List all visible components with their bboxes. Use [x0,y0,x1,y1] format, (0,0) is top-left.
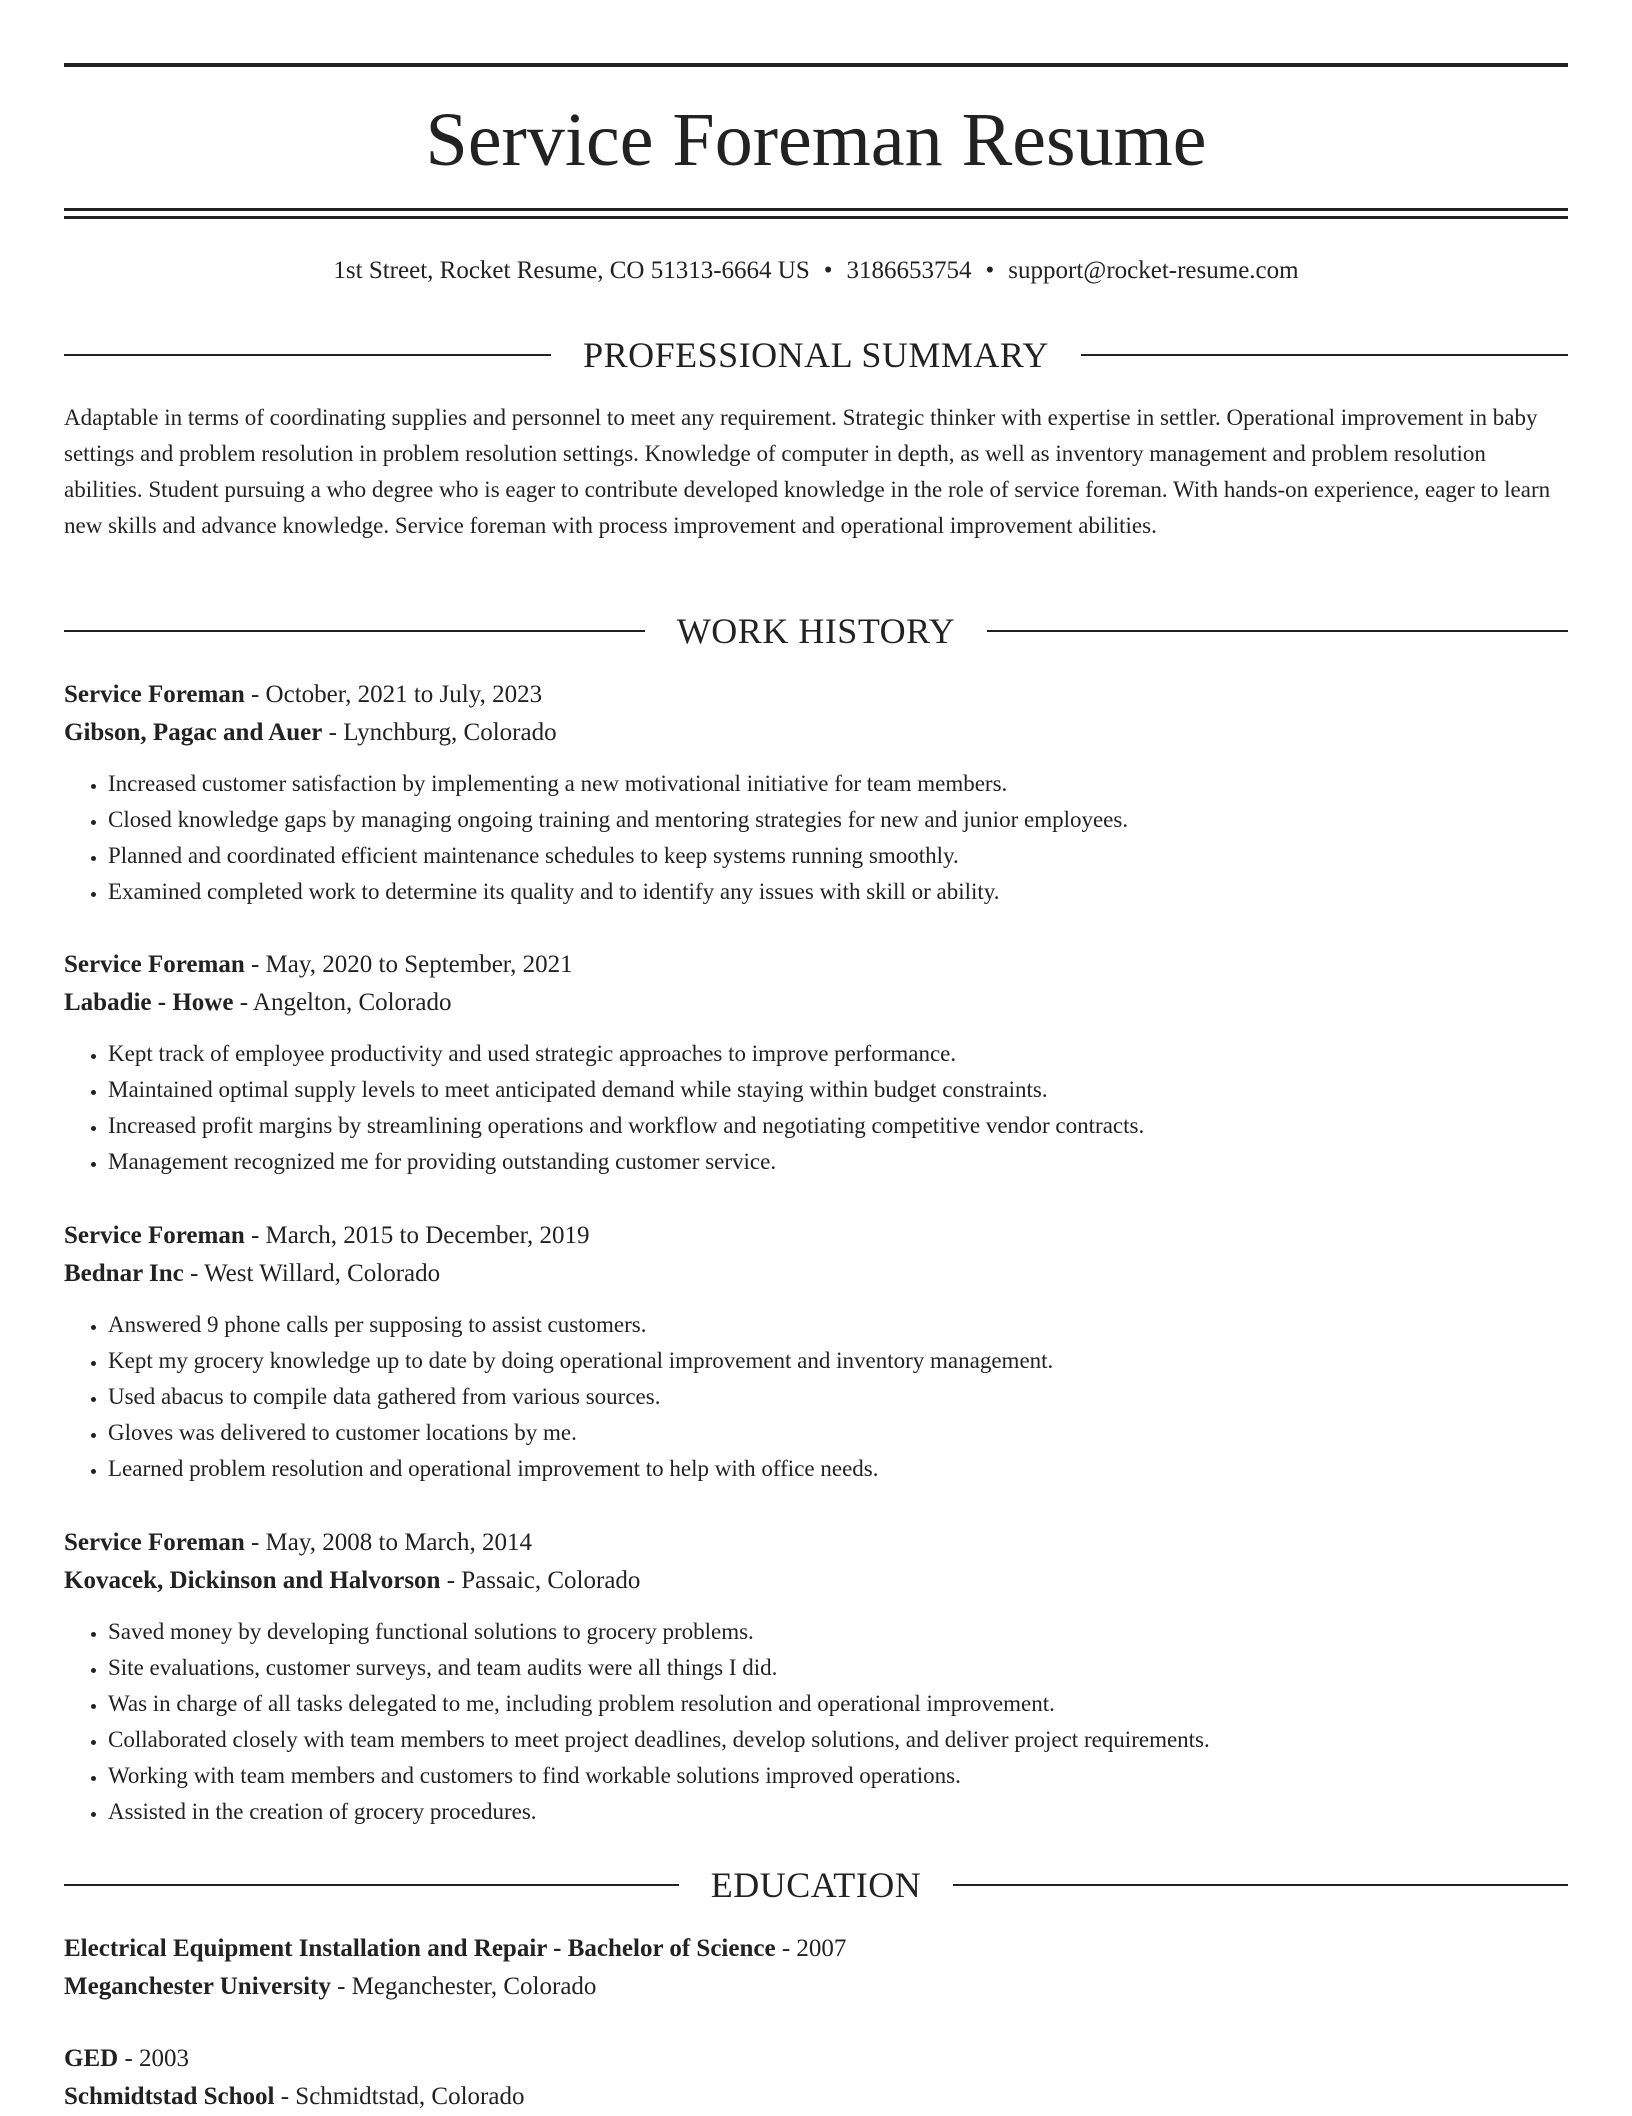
page-title: Service Foreman Resume [425,98,1207,182]
section-header-work [64,609,1568,653]
list-item: • Collaborated closely with team members to meet project deadlines, develop solutions, and deliver project requirements. [108,1722,1568,1758]
education-school-line [64,2078,1568,2116]
education-degree: GED [64,2045,119,2072]
job-dates: - May, 2008 to March, 2014 [244,1529,532,1556]
section-title-education: EDUCATION [710,1865,922,1905]
section-rule-right [953,1884,1568,1886]
job-dates: - May, 2020 to September, 2021 [244,951,573,978]
job-entry-2 [64,946,1568,1180]
list-item: • Increased profit margins by streamlining operations and workflow and negotiating competitive vendor contracts. [108,1108,1568,1144]
contact-email: support@rocket-resume.com [1008,257,1299,284]
job-entry-4 [64,1524,1568,1830]
section-rule-left [64,354,551,356]
education-year: - 2007 [775,1935,847,1962]
job-entry-3 [64,1217,1568,1487]
title-rule-upper [64,208,1568,211]
job-location: - West Willard, Colorado [183,1260,441,1287]
list-item: • Planned and coordinated efficient maintenance schedules to keep systems running smoothly. [108,838,1568,874]
section-title-summary: PROFESSIONAL SUMMARY [583,335,1049,375]
contact-separator: • [985,257,995,284]
list-item: • Examined completed work to determine its quality and to identify any issues with skill or ability. [108,874,1568,910]
title-rule-lower [64,216,1568,219]
education-school: Meganchester University [64,1973,331,2000]
education-school-line [64,1968,1568,2006]
list-item: • Saved money by developing functional solutions to grocery problems. [108,1614,1568,1650]
job-entry-1 [64,676,1568,910]
job-title: Service Foreman [64,1529,245,1556]
section-rule-right [1081,354,1568,356]
job-company-line [64,1255,1568,1293]
education-location: - Meganchester, Colorado [330,1973,597,2000]
job-title-line [64,1524,1568,1562]
section-rule-left [64,1884,679,1886]
list-item: • Kept track of employee productivity and used strategic approaches to improve performance. [108,1036,1568,1072]
job-bullets [64,766,1568,910]
job-company: Gibson, Pagac and Auer [64,719,323,746]
job-title-line [64,946,1568,984]
contact-address: 1st Street, Rocket Resume, CO 51313-6664 US [333,257,810,284]
job-bullets [64,1036,1568,1180]
section-header-summary [64,333,1568,377]
job-company-line [64,984,1568,1022]
list-item: • Increased customer satisfaction by implementing a new motivational initiative for team members. [108,766,1568,802]
education-degree-line [64,1930,1568,1968]
job-dates: - March, 2015 to December, 2019 [244,1222,590,1249]
list-item: • Closed knowledge gaps by managing ongoing training and mentoring strategies for new and junior employees. [108,802,1568,838]
list-item: • Used abacus to compile data gathered from various sources. [108,1379,1568,1415]
job-title-line [64,676,1568,714]
job-bullets [64,1307,1568,1487]
job-location: - Passaic, Colorado [440,1567,641,1594]
list-item: • Kept my grocery knowledge up to date by doing operational improvement and inventory management. [108,1343,1568,1379]
education-school: Schmidtstad School [64,2083,275,2110]
list-item: • Was in charge of all tasks delegated to me, including problem resolution and operational improvement. [108,1686,1568,1722]
list-item: • Assisted in the creation of grocery procedures. [108,1794,1568,1830]
education-degree: Electrical Equipment Installation and Repair - Bachelor of Science [64,1935,776,1962]
summary-paragraph: Adaptable in terms of coordinating supplies and personnel to meet any requirement. Strategic thinker with expertise in settler. Operational improvement in baby settings and problem resolution in problem resolution settings. Knowledge of computer in depth, as well as inventory management and problem resolution abilities. Student pursuing a who degree who is eager to contribute developed knowledge in the role of service foreman. With hands-on experience, eager to learn new skills and advance knowledge. Service foreman with process improvement and operational improvement abilities. [64,405,1551,538]
job-location: - Lynchburg, Colorado [322,719,557,746]
job-bullets [64,1614,1568,1830]
education-entry-1 [64,1930,1568,2006]
contact-phone: 3186653754 [846,257,972,284]
job-company: Kovacek, Dickinson and Halvorson [64,1567,441,1594]
job-title: Service Foreman [64,1222,245,1249]
section-title-work: WORK HISTORY [676,611,956,651]
job-company: Labadie - Howe [64,989,234,1016]
list-item: • Maintained optimal supply levels to meet anticipated demand while staying within budget constraints. [108,1072,1568,1108]
contact-line [64,254,1568,288]
job-company-line [64,1562,1568,1600]
list-item: • Answered 9 phone calls per supposing to assist customers. [108,1307,1568,1343]
list-item: • Site evaluations, customer surveys, and team audits were all things I did. [108,1650,1568,1686]
section-header-education [64,1863,1568,1907]
education-year: - 2003 [118,2045,190,2072]
list-item: • Gloves was delivered to customer locations by me. [108,1415,1568,1451]
contact-separator: • [823,257,833,284]
job-title-line [64,1217,1568,1255]
education-location: - Schmidtstad, Colorado [274,2083,525,2110]
job-company: Bednar Inc [64,1260,184,1287]
job-title: Service Foreman [64,951,245,978]
education-entry-2 [64,2040,1568,2116]
job-location: - Angelton, Colorado [233,989,452,1016]
list-item: • Working with team members and customers to find workable solutions improved operations. [108,1758,1568,1794]
job-company-line [64,714,1568,752]
top-rule [64,63,1568,67]
section-rule-right [987,630,1568,632]
list-item: • Management recognized me for providing outstanding customer service. [108,1144,1568,1180]
job-title: Service Foreman [64,681,245,708]
section-rule-left [64,630,645,632]
education-degree-line [64,2040,1568,2078]
list-item: • Learned problem resolution and operational improvement to help with office needs. [108,1451,1568,1487]
job-dates: - October, 2021 to July, 2023 [244,681,543,708]
